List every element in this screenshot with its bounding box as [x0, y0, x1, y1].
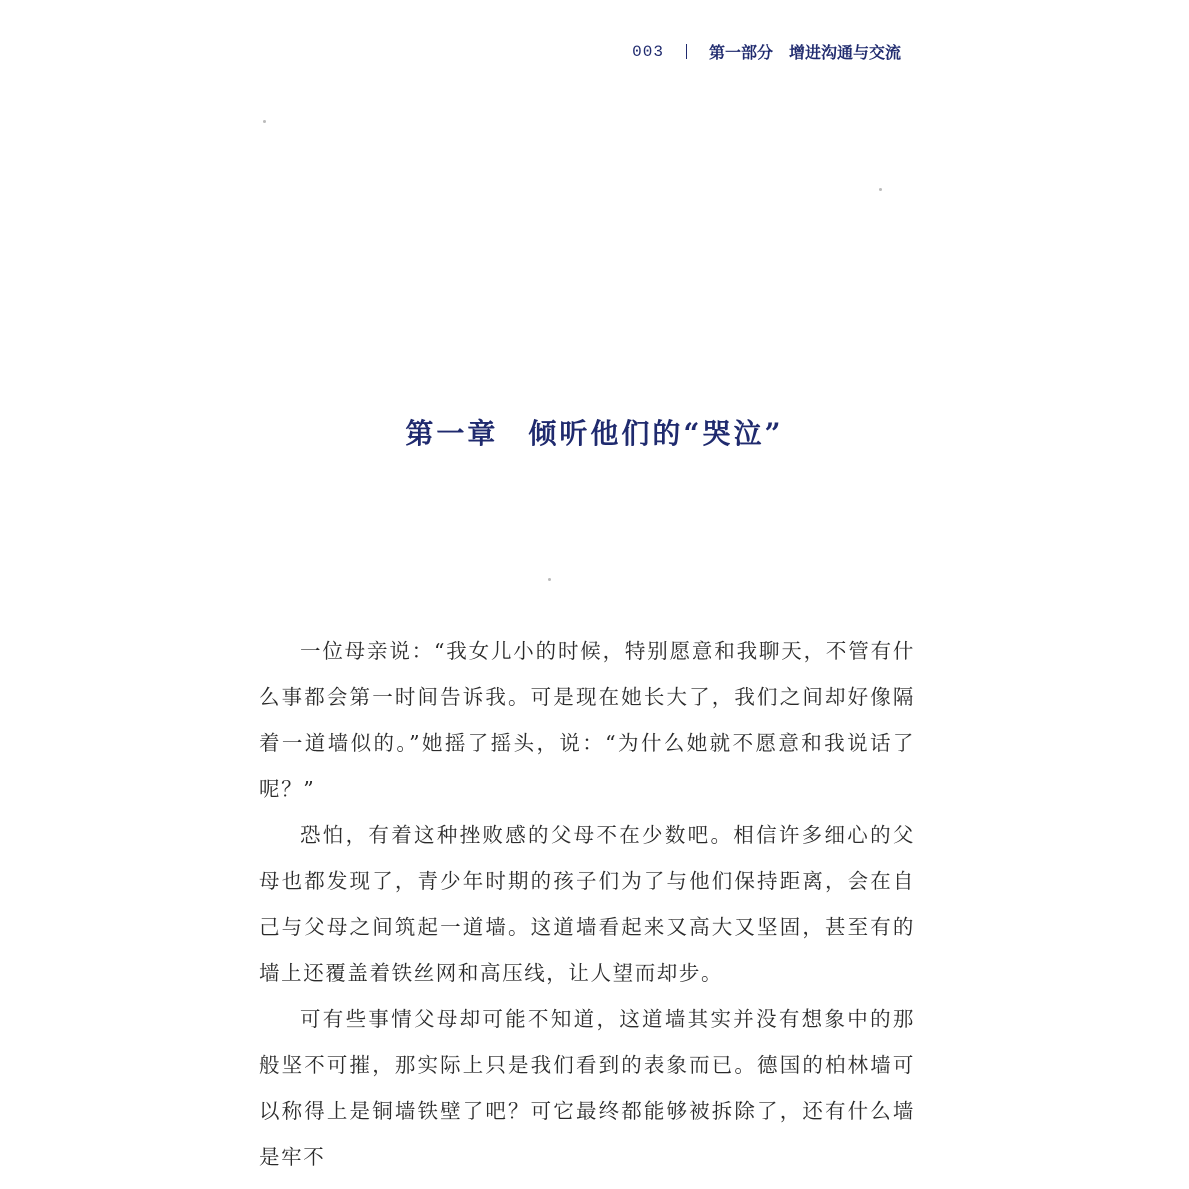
header-divider: [686, 44, 687, 59]
running-header: [632, 40, 901, 63]
paragraph: 可有些事情父母却可能不知道，这道墙其实并没有想象中的那般坚不可摧，那实际上只是我们看到的表象而已。德国的柏林墙可以称得上是铜墙铁壁了吧？可它最终都能够被拆除了，还有什么墙是牢不: [259, 1007, 915, 1169]
chapter-title: 倾听他们的“哭泣”: [528, 417, 784, 450]
chapter-heading: [0, 412, 1189, 452]
paragraph: 一位母亲说：“我女儿小的时候，特别愿意和我聊天，不管有什么事都会第一时间告诉我。可是现在她长大了，我们之间却好像隔着一道墙似的。”她摇了摇头，说：“为什么她就不愿意和我说话了呢？”: [259, 639, 915, 801]
scan-speck: [548, 578, 551, 581]
scan-speck: [879, 188, 882, 191]
body-text: [259, 628, 915, 1180]
paragraph: 恐怕，有着这种挫败感的父母不在少数吧。相信许多细心的父母也都发现了，青少年时期的孩子们为了与他们保持距离，会在自己与父母之间筑起一道墙。这道墙看起来又高大又坚固，甚至有的墙上还覆盖着铁丝网和高压线，让人望而却步。: [259, 823, 915, 985]
page-number: 003: [632, 42, 664, 61]
part-label: 第一部分: [708, 43, 773, 62]
scan-speck: [263, 120, 266, 123]
part-title: 增进沟通与交流: [788, 43, 901, 62]
chapter-number: 第一章: [405, 417, 499, 450]
